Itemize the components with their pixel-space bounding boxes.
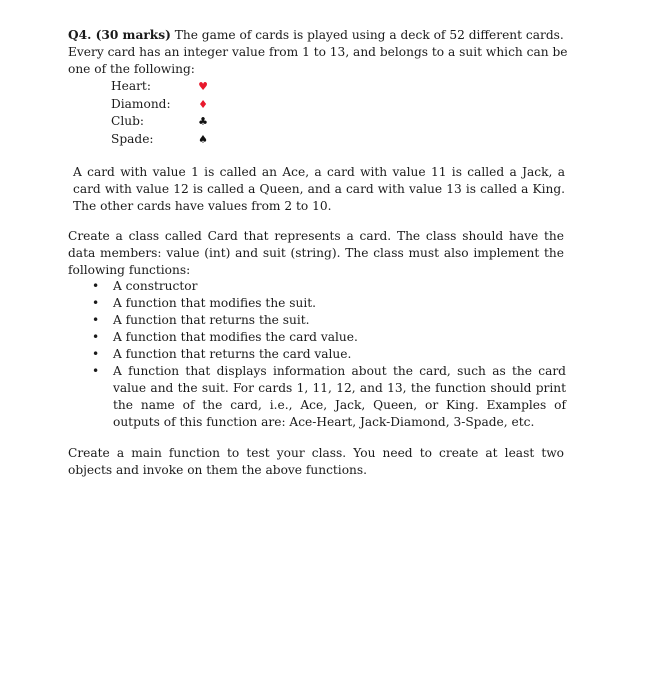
- list-item: [92, 295, 566, 312]
- suit-row-spade: [111, 131, 231, 149]
- bullet-icon: •: [92, 313, 100, 327]
- question-text: The game of cards is played using a deck of 52 different cards. Every card has an integer value from 1 to 13, and belongs to a suit which can be one of the following:: [68, 28, 568, 76]
- bullet-icon: •: [92, 330, 100, 344]
- class-definition-paragraph: Create a class called Card that represents a card. The class should have the data members: value (int) and suit (string). The class must also implement the following functions:: [68, 229, 564, 277]
- heart-suit-icon: ♥: [198, 80, 208, 94]
- bullet-icon: •: [92, 279, 100, 293]
- suit-name: Heart:: [111, 79, 151, 94]
- list-item: [92, 346, 566, 363]
- list-item-text: A function that returns the card value.: [113, 347, 352, 361]
- suit-row-club: [111, 113, 231, 131]
- suit-name: Spade:: [111, 131, 154, 146]
- question-number: Q4. (30 marks): [68, 28, 171, 42]
- diamond-suit-icon: ♦: [198, 97, 208, 111]
- list-item: [92, 363, 566, 431]
- spade-suit-icon: ♠: [198, 132, 208, 146]
- list-item-text: A function that modifies the card value.: [113, 330, 358, 344]
- list-item-text: A function that modifies the suit.: [113, 296, 317, 310]
- list-item: [92, 312, 566, 329]
- suit-row-diamond: [111, 96, 231, 114]
- question-intro: [68, 27, 568, 78]
- list-item: [92, 329, 566, 346]
- list-item-text: A function that returns the suit.: [113, 313, 310, 327]
- list-item-text: A function that displays information about the card, such as the card value and the suit. For cards 1, 11, 12, and 13, the function should print the name of the card, i.e., Ace, Jack, Queen, or King. Examples of outputs of this function are: Ace-Heart, Jack-Diamond, 3-Spade, etc.: [113, 364, 566, 429]
- bullet-icon: •: [92, 296, 100, 310]
- main-function-paragraph: Create a main function to test your class. You need to create at least two objects and invoke on them the above functions.: [68, 446, 564, 477]
- suit-name: Club:: [111, 114, 144, 129]
- suit-name: Diamond:: [111, 96, 171, 111]
- suit-list: [111, 78, 231, 148]
- list-item: [92, 278, 566, 295]
- bullet-icon: •: [92, 364, 100, 378]
- list-item-text: A constructor: [113, 279, 198, 293]
- card-values-paragraph: A card with value 1 is called an Ace, a card with value 11 is called a Jack, a card with value 12 is called a Queen, and a card with value 13 is called a King. The other cards have values from 2 to 10.: [73, 165, 565, 213]
- bullet-icon: •: [92, 347, 100, 361]
- function-list: [92, 278, 566, 431]
- suit-row-heart: [111, 78, 231, 96]
- club-suit-icon: ♣: [198, 115, 208, 129]
